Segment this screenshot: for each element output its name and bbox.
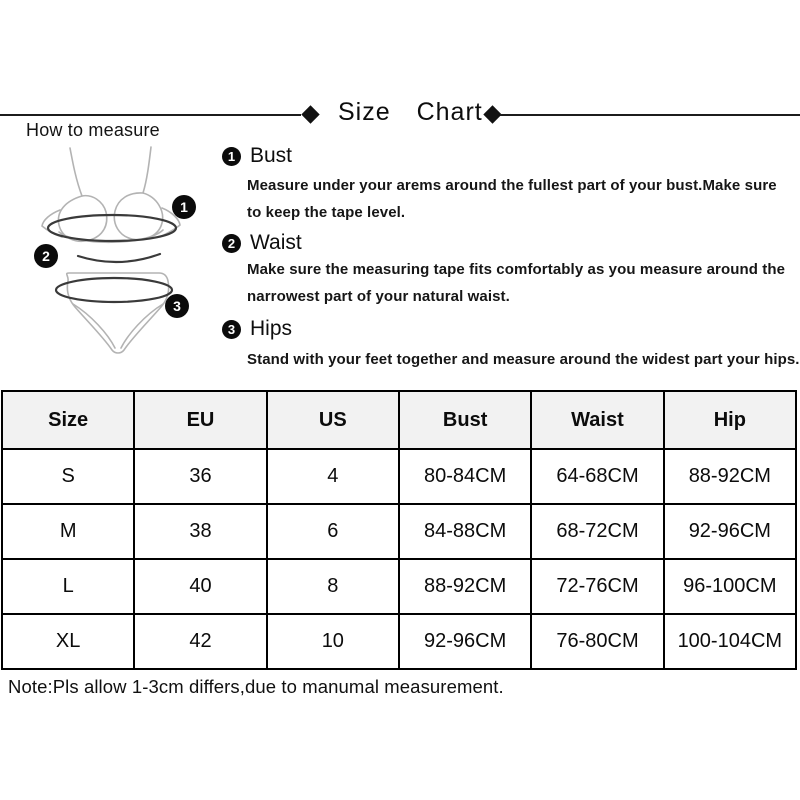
table-cell: M [2,504,134,559]
table-cell: XL [2,614,134,669]
section-bust-description: Measure under your arems around the fullest part of your bust.Make sure to keep the tape level. [247,177,777,221]
section-waist-description: Make sure the measuring tape fits comfortably as you measure around the narrowest part of your natural waist. [247,261,786,305]
diamond-icon [301,105,319,123]
table-cell: 6 [267,504,399,559]
table-row-xl [2,614,796,669]
svg-text:1: 1 [180,199,188,215]
table-cell: 92-96CM [399,614,531,669]
header-cell-eu: EU [134,391,266,449]
table-cell: 42 [134,614,266,669]
table-row-s [2,449,796,504]
table-cell: 4 [267,449,399,504]
title-rule-left [0,114,301,116]
table-cell: 72-76CM [531,559,663,614]
table-cell: 100-104CM [664,614,796,669]
bikini-bottom-drawing [56,273,172,353]
bikini-top-drawing [42,147,180,242]
header-cell-bust: Bust [399,391,531,449]
table-cell: 64-68CM [531,449,663,504]
measurement-figure [16,142,216,360]
note-text: Note:Pls allow 1-3cm differs,due to manumal measurement. [8,676,504,697]
bust-marker-1-icon [172,195,196,219]
table-cell: 84-88CM [399,504,531,559]
table-cell: 88-92CM [399,559,531,614]
table-cell: 10 [267,614,399,669]
table-cell: S [2,449,134,504]
section-hips-title: Hips [250,317,293,340]
bust-tape-line [48,215,176,241]
circled-1-icon: 1 [222,147,241,166]
section-waist-heading [222,231,302,255]
header-cell-hip: Hip [664,391,796,449]
title-rule-right [500,114,800,116]
section-waist-title: Waist [250,231,302,254]
table-row-m [2,504,796,559]
table-cell: 88-92CM [664,449,796,504]
svg-text:2: 2 [42,248,50,264]
header-cell-waist: Waist [531,391,663,449]
header-cell-size: Size [2,391,134,449]
table-cell: 96-100CM [664,559,796,614]
table-cell: 76-80CM [531,614,663,669]
section-hips-description: Stand with your feet together and measure around the widest part your hips. [247,351,800,368]
circled-2-icon: 2 [222,234,241,253]
circled-3-icon: 3 [222,320,241,339]
table-cell: L [2,559,134,614]
section-hips-heading [222,317,292,341]
section-bust-heading [222,144,292,168]
how-to-measure-heading: How to measure [26,120,160,140]
size-table-header-row [2,391,796,449]
table-cell: 36 [134,449,266,504]
section-bust-title: Bust [250,144,293,167]
waist-marker-2-icon [34,244,58,268]
size-table [1,390,797,670]
page-title: Size Chart [338,98,483,126]
hip-tape-line [56,278,172,302]
waist-tape-line [78,254,160,262]
svg-text:3: 3 [173,298,181,314]
diamond-icon [483,105,501,123]
table-cell: 92-96CM [664,504,796,559]
table-cell: 80-84CM [399,449,531,504]
header-cell-us: US [267,391,399,449]
table-cell: 68-72CM [531,504,663,559]
table-row-l [2,559,796,614]
table-cell: 38 [134,504,266,559]
table-cell: 40 [134,559,266,614]
hip-marker-3-icon [165,294,189,318]
table-cell: 8 [267,559,399,614]
